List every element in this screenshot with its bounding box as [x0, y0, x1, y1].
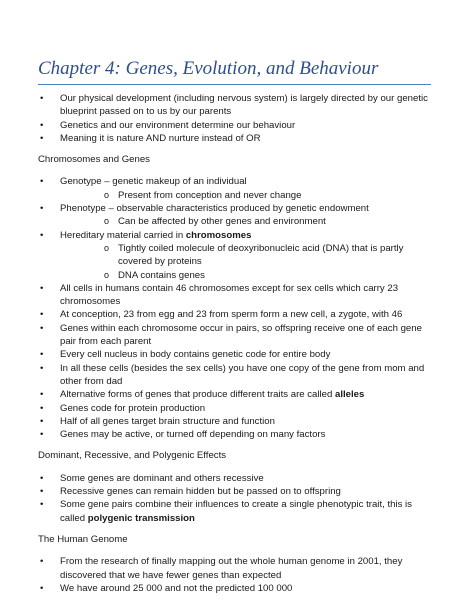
- sub-list-item: o Tightly coiled molecule of deoxyribonucleic acid (DNA) that is partly covered by proteins: [60, 242, 438, 269]
- list-item: • All cells in humans contain 46 chromosomes except for sex cells which carry 23 chromosomes: [38, 282, 438, 309]
- section-heading: The Human Genome: [38, 533, 128, 545]
- bold-term: chromosomes: [185, 229, 252, 241]
- sub-list: [60, 189, 438, 202]
- list-item-text: Some gene pairs combine their influences to create a single phenotypic trait, this is called: [60, 499, 412, 524]
- list-item-text: Hereditary material carried in: [60, 229, 186, 241]
- list-item-text: Genotype – genetic makeup of an individual: [60, 176, 247, 188]
- list-item: [38, 388, 438, 401]
- list-item: • Every cell nucleus in body contains genetic code for entire body: [38, 348, 438, 361]
- list-item: • Genes may be active, or turned off depending on many factors: [38, 428, 438, 441]
- list-item: [38, 202, 438, 229]
- list-item-text: Alternative forms of genes that produce different traits are called: [60, 389, 335, 401]
- sub-list: [60, 215, 438, 228]
- list-item: • Genes within each chromosome occur in pairs, so offspring receive one of each gene pair from each parent: [38, 322, 438, 349]
- dominance-list: [38, 472, 438, 525]
- list-item: • Meaning it is nature AND nurture instead of OR: [38, 132, 438, 145]
- list-item: • At conception, 23 from egg and 23 from sperm form a new cell, a zygote, with 46: [38, 308, 438, 321]
- sub-list: [60, 242, 438, 282]
- list-item: • From the research of finally mapping out the whole human genome in 2001, they discovered that we have fewer genes than expected: [38, 555, 438, 582]
- list-item: • Genetics and our environment determine our behaviour: [38, 119, 438, 132]
- bold-term: alleles: [335, 389, 365, 401]
- section-heading: Dominant, Recessive, and Polygenic Effects: [38, 450, 227, 462]
- list-item: • We have around 25 000 and not the predicted 100 000: [38, 582, 438, 595]
- list-item: [38, 498, 438, 525]
- genome-list: [38, 555, 438, 595]
- chapter-title: Chapter 4: Genes, Evolution, and Behaviour: [38, 58, 379, 79]
- list-item: [38, 175, 438, 202]
- bold-term: polygenic transmission: [87, 512, 195, 524]
- chromosomes-list: [38, 175, 438, 441]
- list-item: • Recessive genes can remain hidden but be passed on to offspring: [38, 485, 438, 498]
- sub-list-item: o Present from conception and never change: [60, 189, 438, 202]
- list-item-text: Phenotype – observable characteristics produced by genetic endowment: [60, 203, 369, 215]
- list-item: [38, 229, 438, 282]
- list-item: • In all these cells (besides the sex cells) you have one copy of the gene from mom and other from dad: [38, 362, 438, 389]
- list-item: • Our physical development (including nervous system) is largely directed by our genetic blueprint passed on to us by our parents: [38, 92, 438, 119]
- title-underline: [38, 84, 431, 85]
- list-item: • Half of all genes target brain structure and function: [38, 415, 438, 428]
- document-body: [38, 92, 438, 595]
- sub-list-item: o DNA contains genes: [60, 269, 438, 282]
- list-item: • Some genes are dominant and others recessive: [38, 472, 438, 485]
- section-heading: Chromosomes and Genes: [38, 154, 150, 166]
- intro-list: [38, 92, 438, 145]
- list-item: • Genes code for protein production: [38, 402, 438, 415]
- sub-list-item: o Can be affected by other genes and environment: [60, 215, 438, 228]
